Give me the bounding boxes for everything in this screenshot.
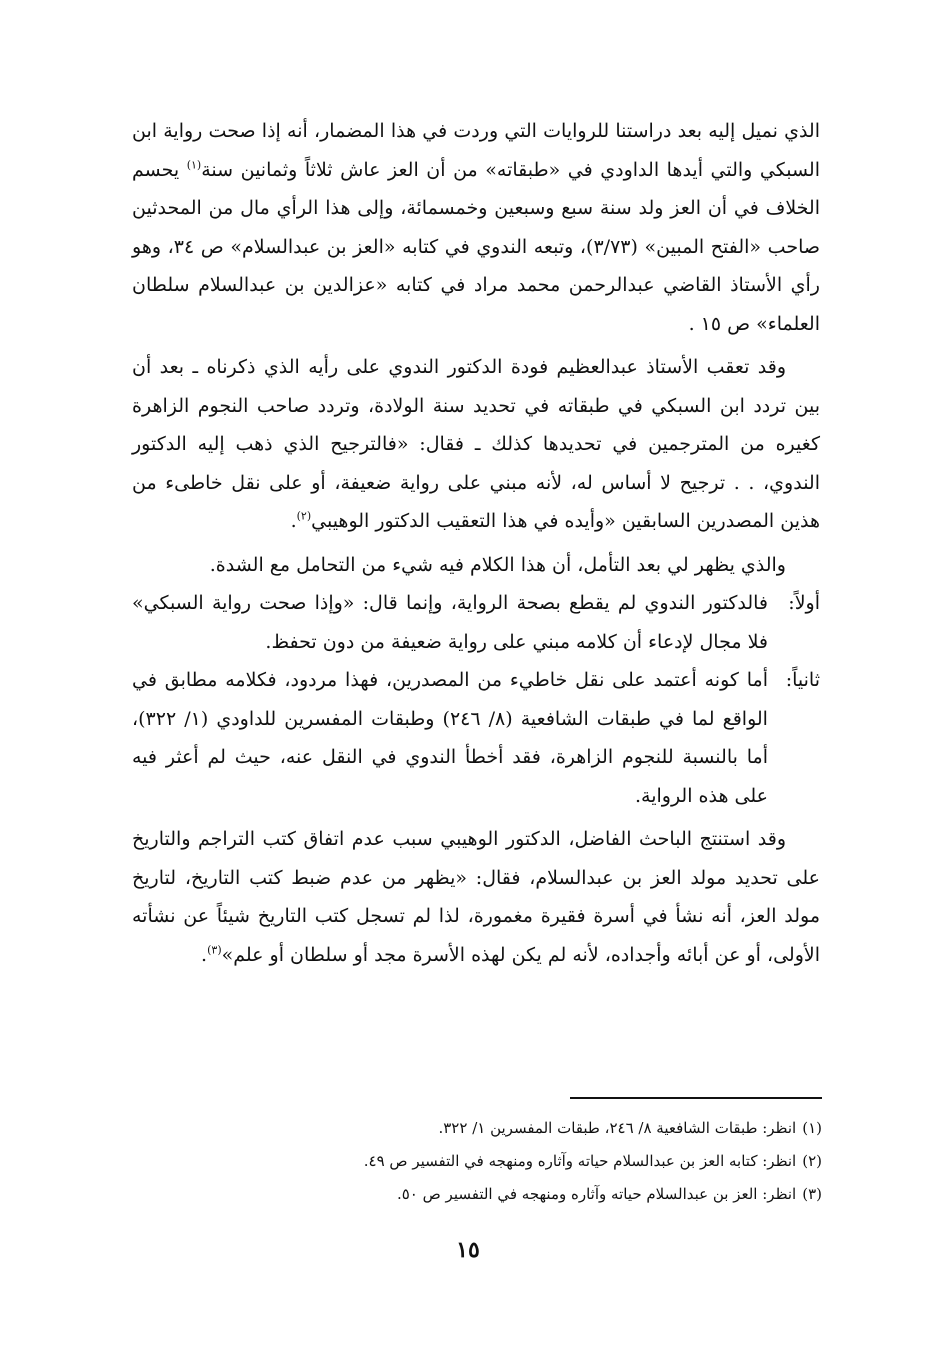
list-item-first: أولاً: فالدكتور الندوي لم يقطع بصحة الرواية، وإنما قال: «وإذا صحت رواية السبكي» فلا مجال لإدعاء أن كلامه مبني على رواية ضعيفة من دون تحفظ. — [132, 584, 820, 661]
list-item-second: ثانياً: أما كونه أعتمد على نقل خاطيء من المصدرين، فهذا مردود، فكلامه مطابق في الواقع لما في طبقات الشافعية (٨/ ٢٤٦) وطبقات المفسرين للداودي (١/ ٣٢٢)، أما بالنسبة للنجوم الزاهرة، فقد أخطأ الندوي في النقل عنه، حيث لم أعثر فيه على هذه الرواية. — [132, 661, 820, 815]
footnote-1: (١)انظر: طبقات الشافعية ٨/ ٢٤٦، طبقات المفسرين ١/ ٣٢٢. — [438, 1119, 822, 1137]
list-label-first: أولاً: — [788, 592, 820, 614]
body-text — [132, 112, 820, 974]
footnotes — [122, 1112, 822, 1211]
footnote-2: (٢)انظر: كتابه العز بن عبدالسلام حياته وآثاره ومنهجه في التفسير ص ٤٩. — [363, 1152, 822, 1170]
footnote-ref-2: (٢) — [296, 509, 312, 523]
paragraph-2: وقد تعقب الأستاذ عبدالعظيم فودة الدكتور الندوي على رأيه الذي ذكرناه ـ بعد أن بين تردد ابن السبكي في طبقاته في تحديد سنة الولادة، وتردد صاحب النجوم الزاهرة كغيره من المترجمين في تحديدها كذلك ـ فقال: «فالترجيح الذي ذهب إليه الدكتور الندوي، . . ترجيح لا أساس له، لأنه مبني على رواية ضعيفة، أو على نقل خاطىء من هذين المصدرين السابقين «وأيده في هذا التعقيب الدكتور الوهيبي$^{(٢)}$. — [132, 356, 820, 532]
footnote-3: (٣)انظر: العز بن عبدالسلام حياته وآثاره ومنهجه في التفسير ص ٥٠. — [396, 1185, 822, 1203]
footnote-ref-3: (٣) — [207, 943, 222, 957]
list-label-second: ثانياً: — [785, 669, 820, 691]
footnote-ref-1: (١) — [186, 158, 202, 172]
paragraph-1: الذي نميل إليه بعد دراستنا للروايات التي وردت في هذا المضمار، أنه إذا صحت رواية ابن السبكي والتي أيدها الداودي في «طبقاته» من أن العز عاش ثلاثاً وثمانين سنة$^{(١)}$ يحسم الخلاف في أن العز ولد سنة سبع وسبعين وخمسمائة، وإلى هذا الرأي مال من المحدثين صاحب «الفتح المبين» (٣/٧٣)، وتبعه الندوي في كتابه «العز بن عبدالسلام» ص ٣٤، وهو رأي الأستاذ القاضي عبدالرحمن محمد مراد في كتابه «عزالدين بن عبدالسلام سلطان العلماء» ص ١٥ . — [132, 120, 821, 335]
page-number: ١٥ — [456, 1237, 480, 1263]
paragraph-3: والذي يظهر لي بعد التأمل، أن هذا الكلام فيه شيء من التحامل مع الشدة. — [209, 553, 786, 576]
footnote-divider — [570, 1097, 822, 1099]
paragraph-final: وقد استنتج الباحث الفاضل، الدكتور الوهيبي سبب عدم اتفاق كتب التراجم والتاريخ على تحديد مولد العز بن عبدالسلام، فقال: «يظهر من عدم ضبط كتب التاريخ، لتاريخ مولد العز، أنه نشأ في أسرة فقيرة مغمورة، لذا لم تسجل كتب التاريخ شيئاً عن نشأته الأولى، أو عن أبائه وأجداده، لأنه لم يكن لهذه الأسرة مجد أو سلطان أو علم»$^{(٣)}$. — [132, 828, 820, 966]
